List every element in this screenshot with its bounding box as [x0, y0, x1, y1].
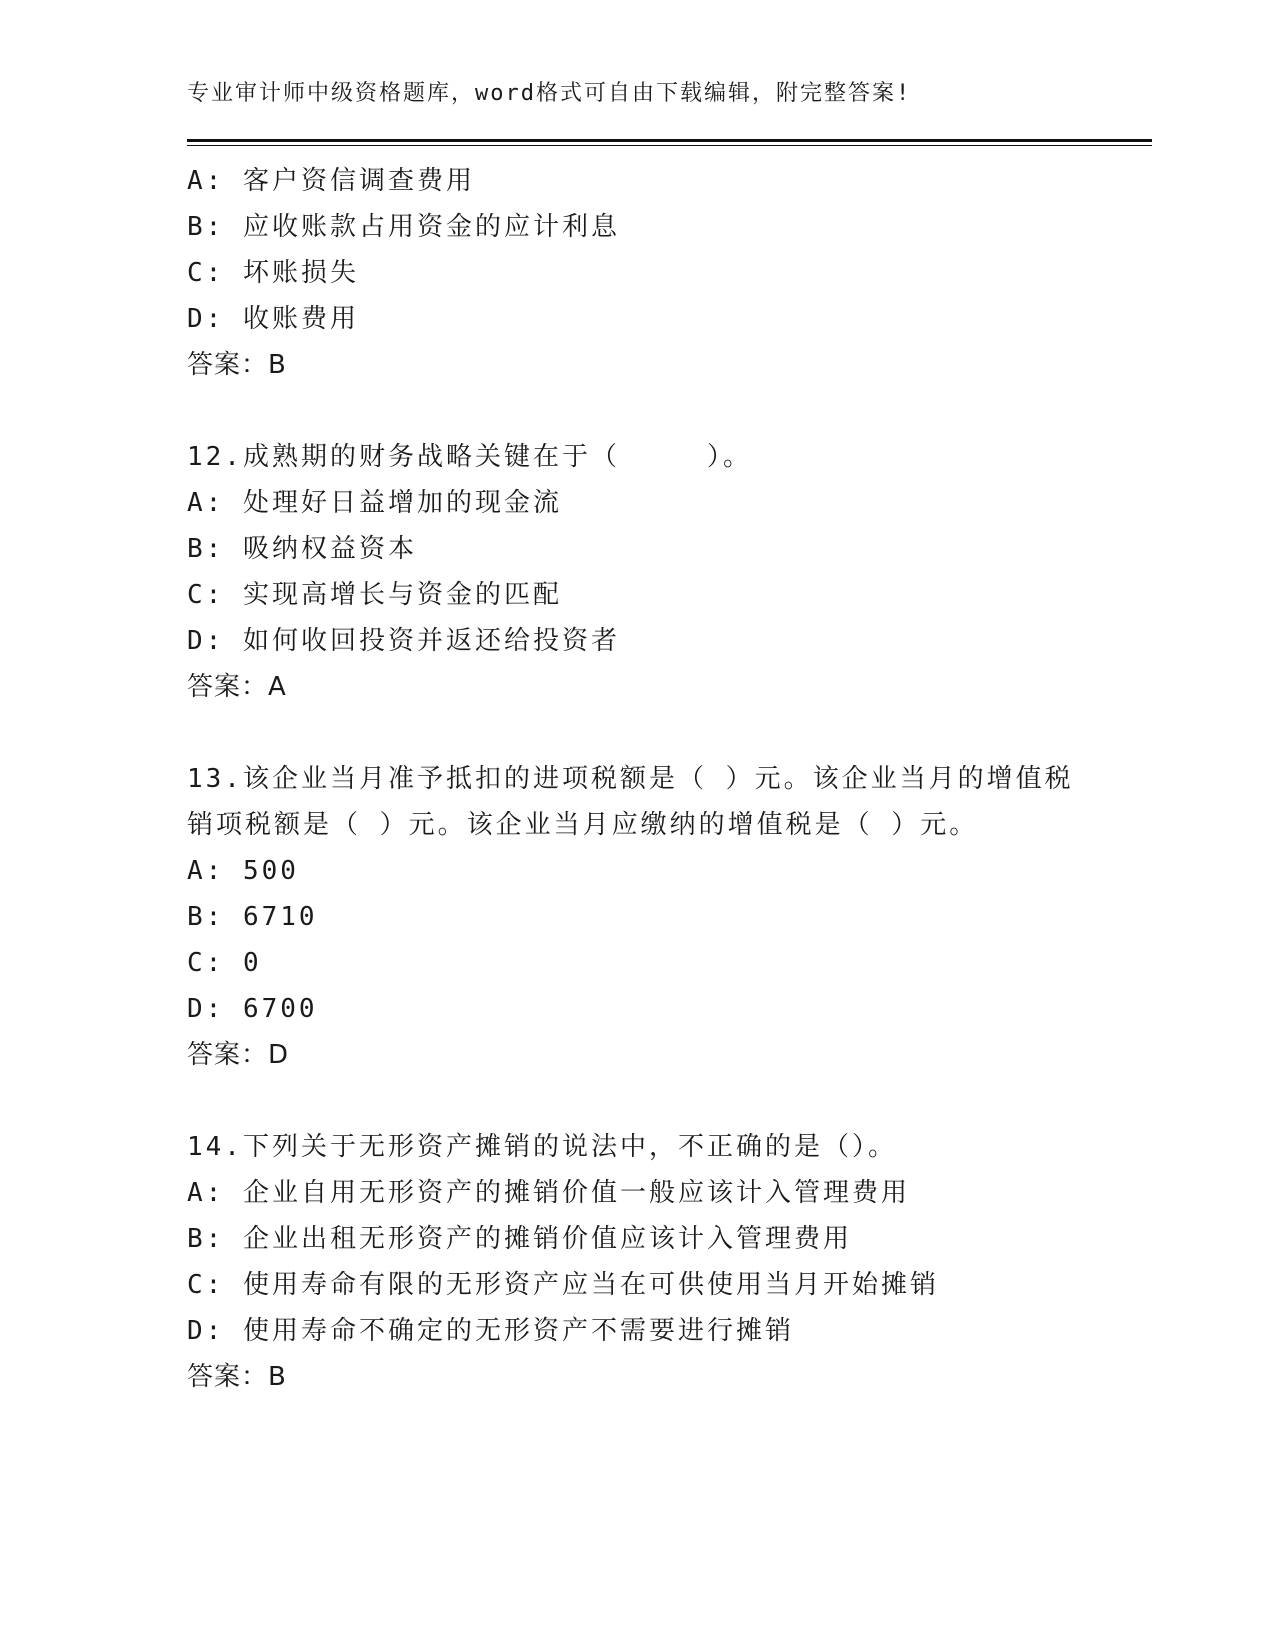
option-a: A: 客户资信调查费用 — [187, 166, 475, 196]
option-a: A: 500 — [187, 856, 299, 886]
spacer — [187, 388, 1147, 434]
page-header: 专业审计师中级资格题库，word格式可自由下载编辑，附完整答案! — [187, 81, 912, 106]
answer-text: 答案：A — [187, 672, 287, 702]
question-text: 12.成熟期的财务战略关键在于（ ）。 — [187, 442, 752, 472]
option-a: A: 企业自用无形资产的摊销价值一般应该计入管理费用 — [187, 1178, 910, 1208]
option-b: B: 应收账款占用资金的应计利息 — [187, 212, 620, 242]
option-d: D: 如何收回投资并返还给投资者 — [187, 626, 620, 656]
question-block — [187, 434, 1147, 710]
option-b: B: 企业出租无形资产的摊销价值应该计入管理费用 — [187, 1224, 852, 1254]
question-text-line-2: 销项税额是（ ）元。该企业当月应缴纳的增值税是（ ）元。 — [187, 810, 979, 840]
question-text-line-1: 13.该企业当月准予抵扣的进项税额是（ ）元。该企业当月的增值税 — [187, 764, 1074, 794]
option-c: C: 实现高增长与资金的匹配 — [187, 580, 562, 610]
option-d: D: 收账费用 — [187, 304, 359, 334]
option-a: A: 处理好日益增加的现金流 — [187, 488, 562, 518]
question-block — [187, 756, 1147, 1078]
header-rule-thin — [187, 145, 1152, 146]
answer-text: 答案：D — [187, 1040, 290, 1070]
option-b: B: 吸纳权益资本 — [187, 534, 417, 564]
spacer — [187, 710, 1147, 756]
option-d: D: 6700 — [187, 994, 318, 1024]
option-c: C: 使用寿命有限的无形资产应当在可供使用当月开始摊销 — [187, 1270, 939, 1300]
answer-text: 答案：B — [187, 350, 287, 380]
option-c: C: 坏账损失 — [187, 258, 359, 288]
option-c: C: 0 — [187, 948, 262, 978]
question-list — [187, 158, 1147, 1400]
option-d: D: 使用寿命不确定的无形资产不需要进行摊销 — [187, 1316, 794, 1346]
question-block — [187, 1124, 1147, 1400]
question-text: 14.下列关于无形资产摊销的说法中，不正确的是（）。 — [187, 1132, 897, 1162]
spacer — [187, 1078, 1147, 1124]
question-block — [187, 158, 1147, 388]
option-b: B: 6710 — [187, 902, 318, 932]
header-rule-thick — [187, 139, 1152, 142]
answer-text: 答案：B — [187, 1362, 287, 1392]
